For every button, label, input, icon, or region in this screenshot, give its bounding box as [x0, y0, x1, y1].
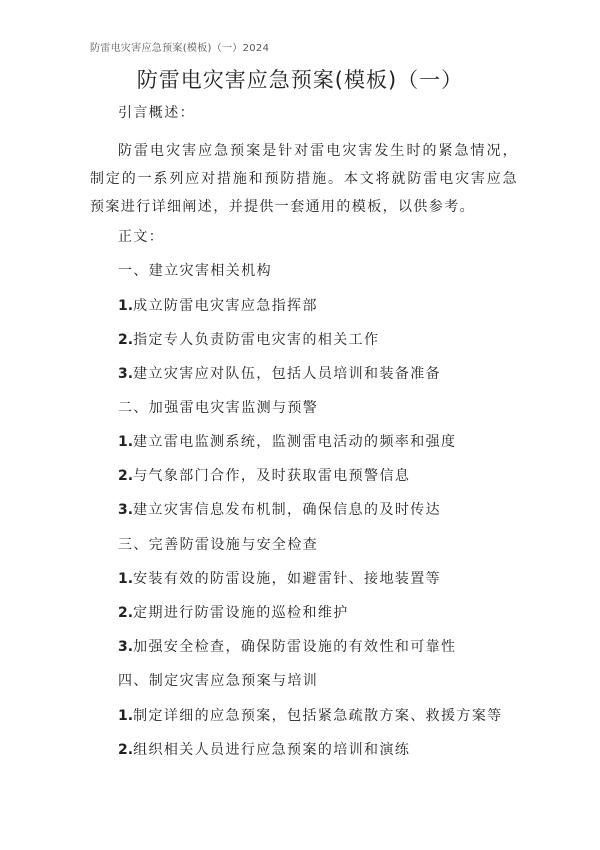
item-text: 成立防雷电灾害应急指挥部	[133, 298, 318, 314]
item-number: 1.	[118, 708, 134, 724]
item-number: 1.	[118, 298, 134, 314]
running-header: 防雷电灾害应急预案(模板)（一）2024	[90, 43, 270, 54]
list-item	[118, 569, 516, 589]
item-number: 2.	[118, 468, 134, 484]
page-title: 防雷电灾害应急预案(模板)（一）	[136, 68, 464, 92]
item-text: 定期进行防雷设施的巡检和维护	[133, 605, 349, 621]
item-number: 3.	[118, 502, 134, 518]
item-text: 指定专人负责防雷电灾害的相关工作	[133, 332, 380, 348]
item-number: 1.	[118, 571, 134, 587]
list-item	[118, 364, 516, 384]
section-heading: 三、完善防雷设施与安全检查	[118, 537, 319, 553]
list-item	[118, 740, 516, 760]
list-item	[118, 330, 516, 350]
list-item	[118, 603, 516, 623]
item-text: 建立雷电监测系统，监测雷电活动的频率和强度	[133, 434, 457, 450]
item-number: 2.	[118, 742, 134, 758]
list-item	[118, 706, 516, 726]
section-heading: 四、制定灾害应急预案与培训	[118, 673, 319, 689]
item-number: 3.	[118, 366, 134, 382]
section-heading: 一、建立灾害相关机构	[118, 263, 272, 279]
section-heading: 二、加强雷电灾害监测与预警	[118, 400, 319, 416]
item-text: 建立灾害应对队伍，包括人员培训和装备准备	[133, 366, 442, 382]
intro-heading: 引言概述：	[118, 105, 195, 121]
list-item	[118, 432, 516, 452]
list-item	[118, 466, 516, 486]
list-item	[118, 296, 516, 316]
item-number: 2.	[118, 332, 134, 348]
item-text: 制定详细的应急预案，包括紧急疏散方案、救援方案等	[133, 708, 503, 724]
item-number: 3.	[118, 639, 134, 655]
item-text: 加强安全检查，确保防雷设施的有效性和可靠性	[133, 639, 457, 655]
intro-paragraph: 防雷电灾害应急预案是针对雷电灾害发生时的紧急情况，制定的一系列应对措施和预防措施。本文将就防雷电灾害应急预案进行详细阐述，并提供一套通用的模板，以供参考。	[90, 143, 518, 215]
item-text: 与气象部门合作，及时获取雷电预警信息	[133, 468, 411, 484]
list-item	[118, 500, 516, 520]
item-text: 建立灾害信息发布机制，确保信息的及时传达	[133, 502, 442, 518]
item-number: 1.	[118, 434, 134, 450]
body-heading: 正文：	[118, 229, 165, 245]
item-text: 安装有效的防雷设施，如避雷针、接地装置等	[133, 571, 442, 587]
item-number: 2.	[118, 605, 134, 621]
list-item	[118, 637, 516, 657]
item-text: 组织相关人员进行应急预案的培训和演练	[133, 742, 411, 758]
